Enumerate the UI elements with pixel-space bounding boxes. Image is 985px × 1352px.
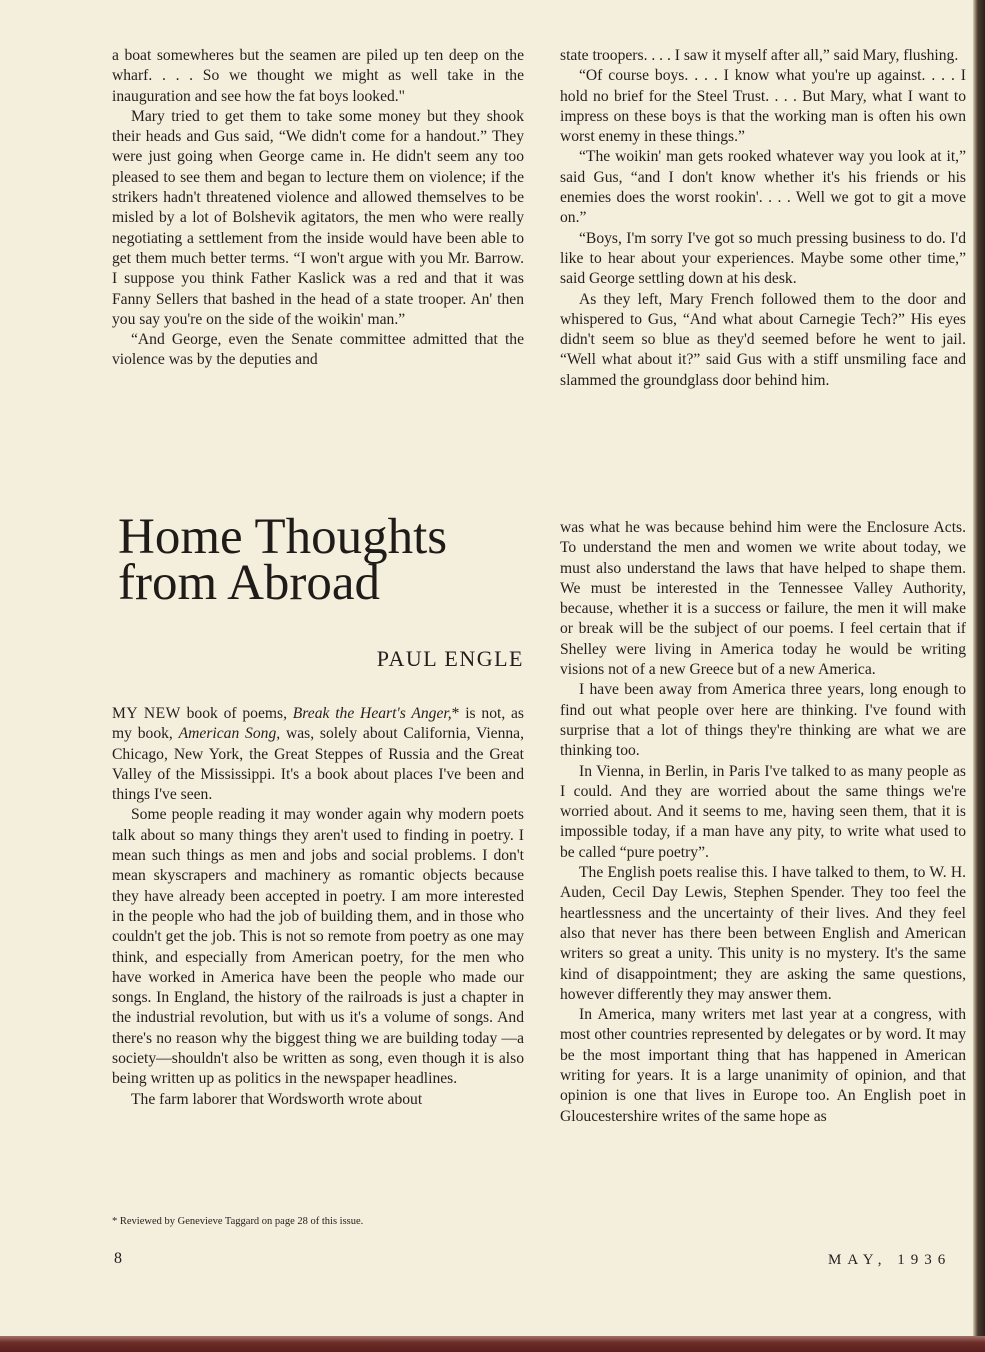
paragraph: Some people reading it may wonder again why modern poets talk about so many things they aren't used to finding in poetry. I mean such things as men and jobs and social problems. I don't mean skyscrapers and machinery as romantic objects because they have already been accepted in poetry. I am more interested in the people who had the job of building them, and in those who couldn't get the job. This is not so remote from poetry as one may think, and especially from American poetry, for the men who have worked in America have been the people who made our songs. In England, the history of the railroads is just a chapter in the industrial revolution, but with us it's a volume of songs. And there's no reason why the biggest thing we are building today —a society—shouldn't also be written as song, even though it is also being written up as politics in the newspaper headlines. [112, 806, 524, 1088]
paragraph: In America, many writers met last year at a congress, with most other countries represented by delegates or by word. It may be the most important thing that has happened in American writing for years. It is a large unanimity of opinion, and that opinion is one that lives in Europe too. An English poet in Gloucestershire writes of the same hope as [560, 1006, 966, 1125]
paragraph: I have been away from America three years, long enough to find out what people over here are thinking. I've found with surprise that a lot of things they're thinking are what we are thinking too. [560, 681, 966, 760]
top-left-column [112, 46, 524, 371]
paragraph: As they left, Mary French followed them to the door and whispered to Gus, “And what about Carnegie Tech?” His eyes didn't seem so blue as they'd seemed before he went to jail. “Well what about it?” said Gus with a stiff unsmiling face and slammed the groundglass door behind him. [560, 290, 966, 389]
paragraph: Mary tried to get them to take some money but they shook their heads and Gus said, “We didn't come for a handout.” They were just going when George came in. He didn't seem any too pleased to see them and began to lecture them on violence; if the strikers hadn't threatened violence and allowed themselves to be misled by a lot of Bolshevik agitators, the men who were really negotiating a settlement from the inside would have been able to get them much better terms. “I won't argue with you Mr. Barrow. I suppose you think Father Kaslick was a red and that it was Fanny Sellers that bashed in the head of a state trooper. An' then you say you're on the side of the woikin' man.” [112, 107, 524, 328]
binding-edge-right [973, 0, 985, 1352]
title-line: Home Thoughts [118, 509, 448, 565]
paragraph: “The woikin' man gets rooked whatever way you look at it,” said Gus, “and I don't know whether it's his friends or his enemies does the worst rookin'. . . . Well we got to git a move on.” [560, 148, 966, 227]
top-right-column [560, 46, 966, 391]
paragraph: The English poets realise this. I have talked to them, to W. H. Auden, Cecil Day Lewis, Stephen Spender. They too feel the heartlessness and the uncertainty of their lives. And they feel also that never has there been between English and American writers so great a unity. This unity is no mystery. It's the same kind of disappointment; they are asking the same questions, however differently they may answer them. [560, 864, 966, 1003]
paragraph: “Of course boys. . . . I know what you're up against. . . . I hold no brief for the Steel Trust. . . . But Mary, what I want to impress on these boys is that the working man is often his own worst enemy in these things.” [560, 67, 966, 146]
page-number: 8 [114, 1250, 122, 1267]
paragraph: a boat somewheres but the seamen are piled up ten deep on the wharf. . . . So we thought we might as well take in the inauguration and see how the fat boys looked." [112, 47, 524, 105]
book-title: Break the Heart's Anger, [292, 705, 452, 722]
lead-paragraph [112, 704, 524, 805]
paragraph: was what he was because behind him were the Enclosure Acts. To understand the men and women we write about today, we must also understand the laws that have helped to shape them. We must be interested in the Tennessee Valley Authority, because, whether it is a success or failure, the men it will make or break will be the subject of our poems. I feel certain that if Shelley were living in America today he would be writing visions not of a new Greece but of a new America. [560, 519, 966, 679]
article-right-column [560, 518, 966, 1127]
text: * is not, as my book, [112, 705, 524, 743]
footnote: * Reviewed by Genevieve Taggard on page 28 of this issue. [112, 1216, 364, 1227]
book-title: American Song, [178, 725, 281, 743]
article-left-column [112, 704, 524, 1110]
article-title [118, 509, 448, 611]
paragraph: In Vienna, in Berlin, in Paris I've talked to as many people as I could. And they are worried about the same things we're worried about. And it seems to me, having seen them, that it is impossible today, if a man have any pity, to write what used to be called “pure poetry”. [560, 762, 966, 861]
paragraph: state troopers. . . . I saw it myself after all,” said Mary, flushing. [560, 47, 959, 64]
paragraph: The farm laborer that Wordsworth wrote about [131, 1090, 423, 1108]
binding-edge-bottom [0, 1336, 985, 1352]
paragraph: “Boys, I'm sorry I've got so much pressing business to do. I'd like to hear about your experiences. Maybe some other time,” said George settling down at his desk. [560, 229, 966, 288]
lead-caps: MY NEW [112, 705, 181, 722]
text: was, solely about California, Vienna, Chicago, New York, the Great Steppes of Russia and the Great Valley of the Mississippi. It's a book about places I've been and things I've seen. [112, 725, 525, 804]
title-line: from Abroad [118, 555, 381, 611]
issue-date: MAY, 1936 [828, 1252, 952, 1268]
paragraph: “And George, even the Senate committee admitted that the violence was by the deputies and [112, 331, 524, 369]
text: book of poems, [180, 705, 293, 722]
article-author: PAUL ENGLE [376, 646, 524, 671]
